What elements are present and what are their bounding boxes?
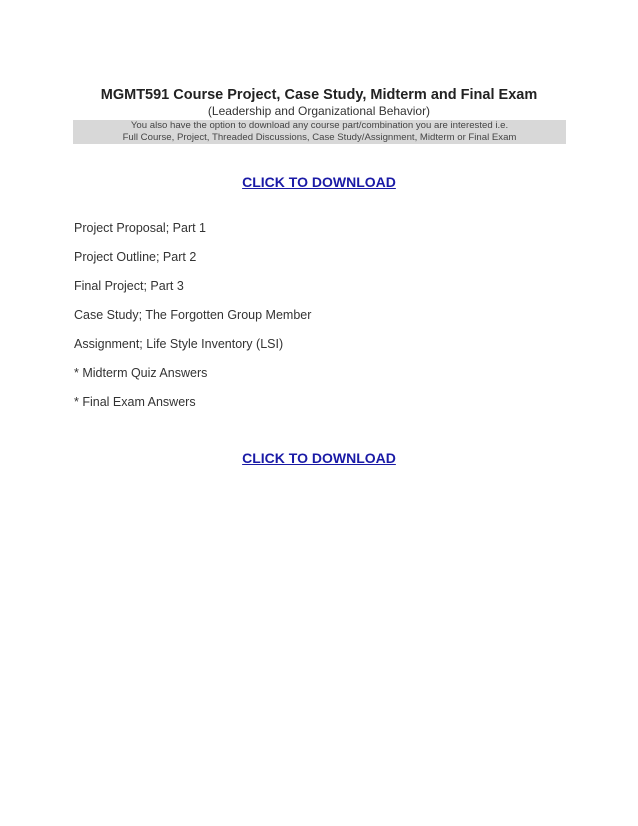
download-link-top[interactable]: CLICK TO DOWNLOAD <box>242 174 396 190</box>
list-item-midterm: * Midterm Quiz Answers <box>74 366 208 380</box>
download-options-notice <box>73 120 566 144</box>
notice-line-2: Full Course, Project, Threaded Discussions, Case Study/Assignment, Midterm or Final Exam <box>122 132 517 143</box>
list-item-project-outline: Project Outline; Part 2 <box>74 250 197 264</box>
notice-line-1: You also have the option to download any course part/combination you are interested i.e. <box>130 120 509 131</box>
list-item-project-proposal: Project Proposal; Part 1 <box>74 221 207 235</box>
list-item-case-study: Case Study; The Forgotten Group Member <box>74 308 312 322</box>
document-subtitle: (Leadership and Organizational Behavior) <box>207 104 431 118</box>
download-link-bottom[interactable]: CLICK TO DOWNLOAD <box>242 450 396 466</box>
list-item-assignment: Assignment; Life Style Inventory (LSI) <box>74 337 284 351</box>
document-title: MGMT591 Course Project, Case Study, Midterm and Final Exam <box>100 87 538 103</box>
list-item-final-project: Final Project; Part 3 <box>74 279 184 293</box>
list-item-final-exam: * Final Exam Answers <box>74 395 196 409</box>
